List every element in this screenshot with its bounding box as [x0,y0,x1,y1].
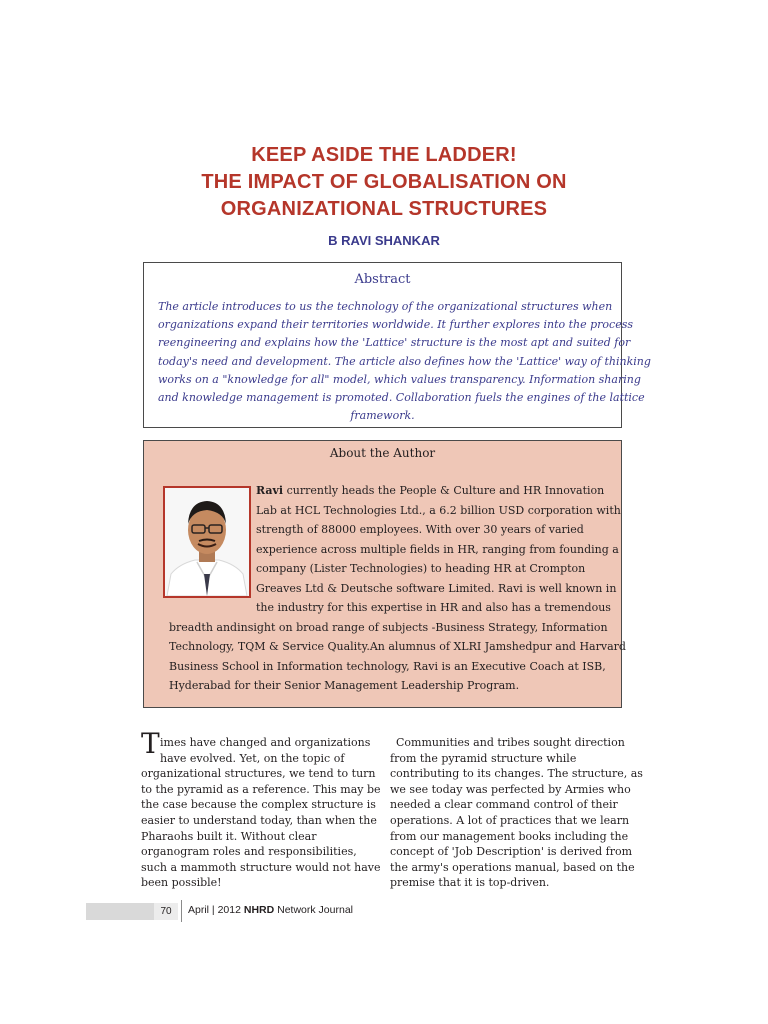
footer-journal [188,904,353,916]
drop-cap: T [141,727,160,760]
body-line: organizational structures, we tend to turn [141,767,376,781]
bio-text: currently heads the People & Culture and HR Innovation [283,484,605,497]
bio-line: company (Lister Technologies) to heading HR at Crompton [256,562,586,575]
body-line: we see today was perfected by Armies who [390,782,631,796]
body-line: been possible! [141,876,222,890]
page-number: 70 [154,903,178,920]
title-line: KEEP ASIDE THE LADDER! [251,144,517,166]
bio-line: Greaves Ltd & Deutsche software Limited. Ravi is well known in [256,581,617,595]
body-line: such a mammoth structure would not have [141,860,381,874]
body-line: concept of 'Job Description' is derived from [390,845,633,859]
journal-brand: NHRD [243,904,275,916]
abstract-line: reengineering and explains how the 'Lattice' structure is the most apt and suited for [158,336,631,350]
abstract-text [158,298,651,425]
body-line: have evolved. Yet, on the topic of [160,751,345,765]
abstract-line: The article introduces to us the technology of the organizational structures when [158,300,613,313]
body-line: operations. A lot of practices that we learn [390,813,630,827]
body-line: from our management books including the [390,829,629,843]
title-line: THE IMPACT OF GLOBALISATION ON [201,171,567,193]
body-line: organogram roles and responsibilities, [141,845,357,859]
bio-line: the industry for this expertise in HR and also has a tremendous [256,601,611,614]
bio-line: Business School in Information technology, Ravi is an Executive Coach at ISB, [169,659,606,673]
body-line: contributing to its changes. The structure, as [390,767,643,781]
abstract-box [143,262,651,428]
body-line: the case because the complex structure is [141,798,376,812]
body-line: from the pyramid structure while [390,751,577,765]
footer-divider [181,900,182,922]
abstract-line: organizations expand their territories worldwide. It further explores into the process [158,318,634,332]
bio-line: strength of 88000 employees. With over 30 years of varied [256,523,584,536]
about-author-heading: About the Author [329,446,436,460]
body-line: needed a clear command control of their [390,798,618,812]
title-line: ORGANIZATIONAL STRUCTURES [220,198,548,220]
bio-line: Hyderabad for their Senior Management Leadership Program. [169,679,520,692]
journal-name: Network Journal [277,904,353,916]
body-column-left [141,735,381,891]
body-line: to the pyramid as a reference. This may be [141,782,381,796]
abstract-line: framework. [350,409,415,423]
author-photo [163,486,251,598]
abstract-heading: Abstract [354,272,411,287]
author-byline: B RAVI SHANKAR [328,233,440,248]
bio-line: Lab at HCL Technologies Ltd., a 6.2 billion USD corporation with [256,503,621,517]
body-line: easier to understand today, than when the [141,813,377,827]
bio-line: experience across multiple fields in HR, ranging from founding a [256,542,619,556]
bio-line: breadth andinsight on broad range of subjects -Business Strategy, Information [169,620,608,634]
footer-date: April | 2012 [188,904,241,916]
abstract-line: and knowledge management is promoted. Collaboration fuels the engines of the lattice [158,391,645,405]
footer-bar [86,903,154,920]
body-line: the army's operations manual, based on the [390,860,635,874]
bio-line: Technology, TQM & Service Quality.An alumnus of XLRI Jamshedpur and Harvard [169,640,626,653]
abstract-line: works on a "knowledge for all" model, which values transparency. Information sharing [158,372,641,386]
author-portrait-illustration [165,488,249,596]
body-line: Pharaohs built it. Without clear [141,829,317,843]
about-author-box [143,440,626,708]
body-line: imes have changed and organizations [160,736,371,749]
bio-line [256,481,604,501]
author-name: Ravi [256,484,284,497]
abstract-line: today's need and development. The article also defines how the 'Lattice' way of thinking [158,354,651,368]
body-column-right [390,735,643,891]
article-title [0,142,768,223]
body-line: Communities and tribes sought direction [396,736,625,749]
body-line: premise that it is top-driven. [390,876,550,890]
